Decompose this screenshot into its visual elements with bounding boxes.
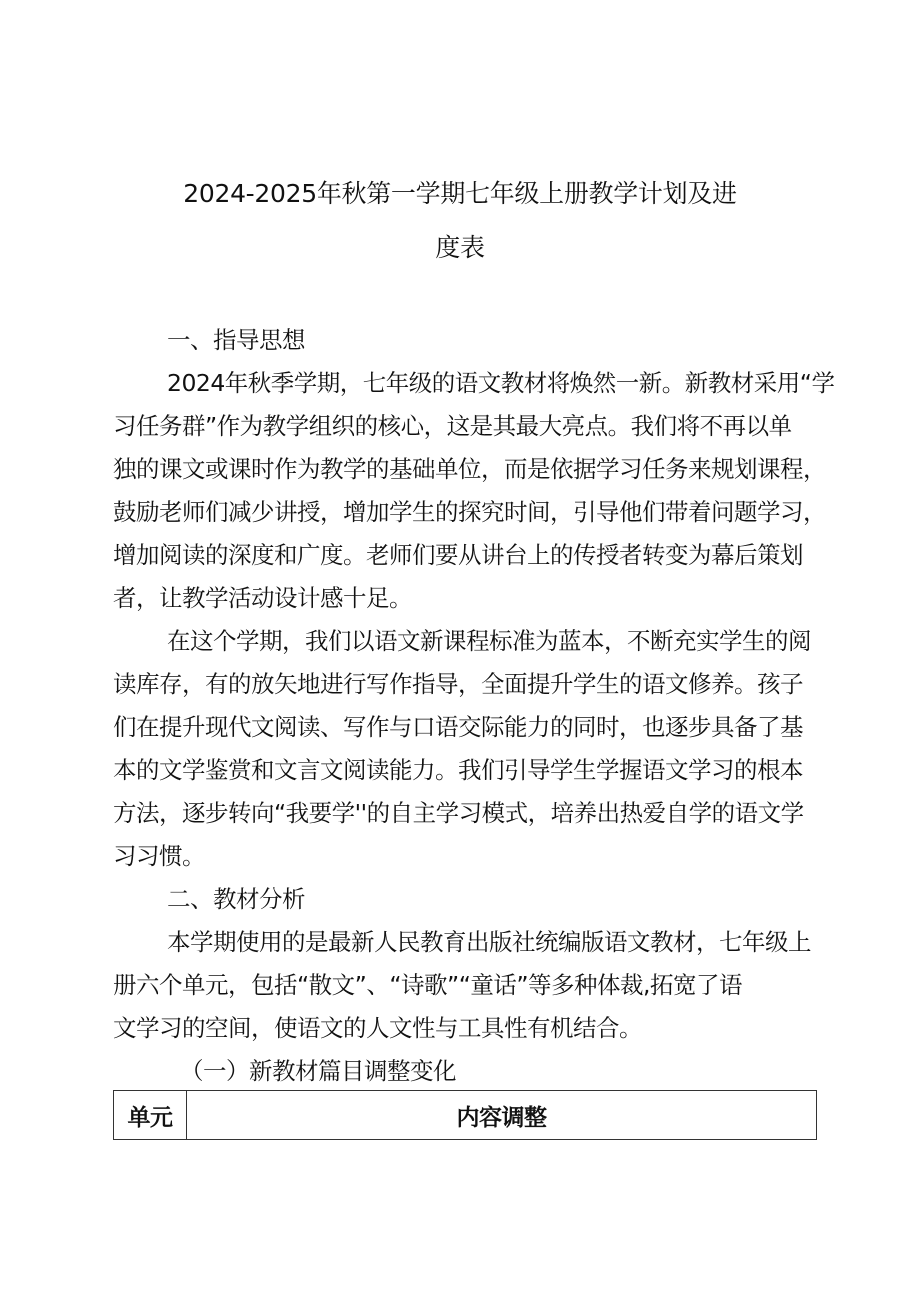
paragraph-line: 方法，逐步转向“我要学''的自主学习模式，培养出热爱自学的语文学 xyxy=(113,799,804,827)
paragraph-line: 者，让教学活动设计感十足。 xyxy=(113,584,412,612)
paragraph-line: 本的文学鉴赏和文言文阅读能力。我们引导学生学握语文学习的根本 xyxy=(113,756,803,784)
paragraph-line: 本学期使用的是最新人民教育出版社统编版语文教材，七年级上 xyxy=(167,928,811,956)
section-heading-guiding-thought: 一、指导思想 xyxy=(167,326,305,354)
document-title-line-2: 度表 xyxy=(435,233,485,262)
paragraph-line: 增加阅读的深度和广度。老师们要从讲台上的传授者转变为幕后策划 xyxy=(113,541,803,569)
paragraph-line: 独的课文或课时作为教学的基础单位，而是依据学习任务来规划课程， xyxy=(113,455,826,483)
table-header-row xyxy=(114,1091,817,1140)
table-header-unit: 单元 xyxy=(114,1091,187,1140)
paragraph-line: 习任务群”作为教学组织的核心，这是其最大亮点。我们将不再以单 xyxy=(113,412,792,440)
paragraph-line: 在这个学期，我们以语文新课程标准为蓝本，不断充实学生的阅 xyxy=(167,627,811,655)
subheading-textbook-changes: （一）新教材篇目调整变化 xyxy=(180,1057,456,1085)
paragraph-line: 文学习的空间，使语文的人文性与工具性有机结合。 xyxy=(113,1014,642,1042)
content-adjustment-table xyxy=(113,1090,817,1140)
paragraph-line: 习习惯。 xyxy=(113,842,205,870)
paragraph-line: 鼓励老师们减少讲授，增加学生的探究时间，引导他们带着问题学习， xyxy=(113,498,826,526)
paragraph-line: 读库存，有的放矢地进行写作指导，全面提升学生的语文修养。孩子 xyxy=(113,670,803,698)
paragraph-line: 册六个单元，包括“散文”、“诗歌”“童话”等多种体裁,拓宽了语 xyxy=(113,971,743,999)
table-header-content-adjustment: 内容调整 xyxy=(187,1091,817,1140)
document-title-line-1: 2024-2025年秋第一学期七年级上册教学计划及进 xyxy=(183,179,737,208)
section-heading-textbook-analysis: 二、教材分析 xyxy=(167,885,305,913)
paragraph-line: 们在提升现代文阅读、写作与口语交际能力的同时，也逐步具备了基 xyxy=(113,713,803,741)
paragraph-line: 2024年秋季学期，七年级的语文教材将焕然一新。新教材采用“学 xyxy=(167,369,835,397)
